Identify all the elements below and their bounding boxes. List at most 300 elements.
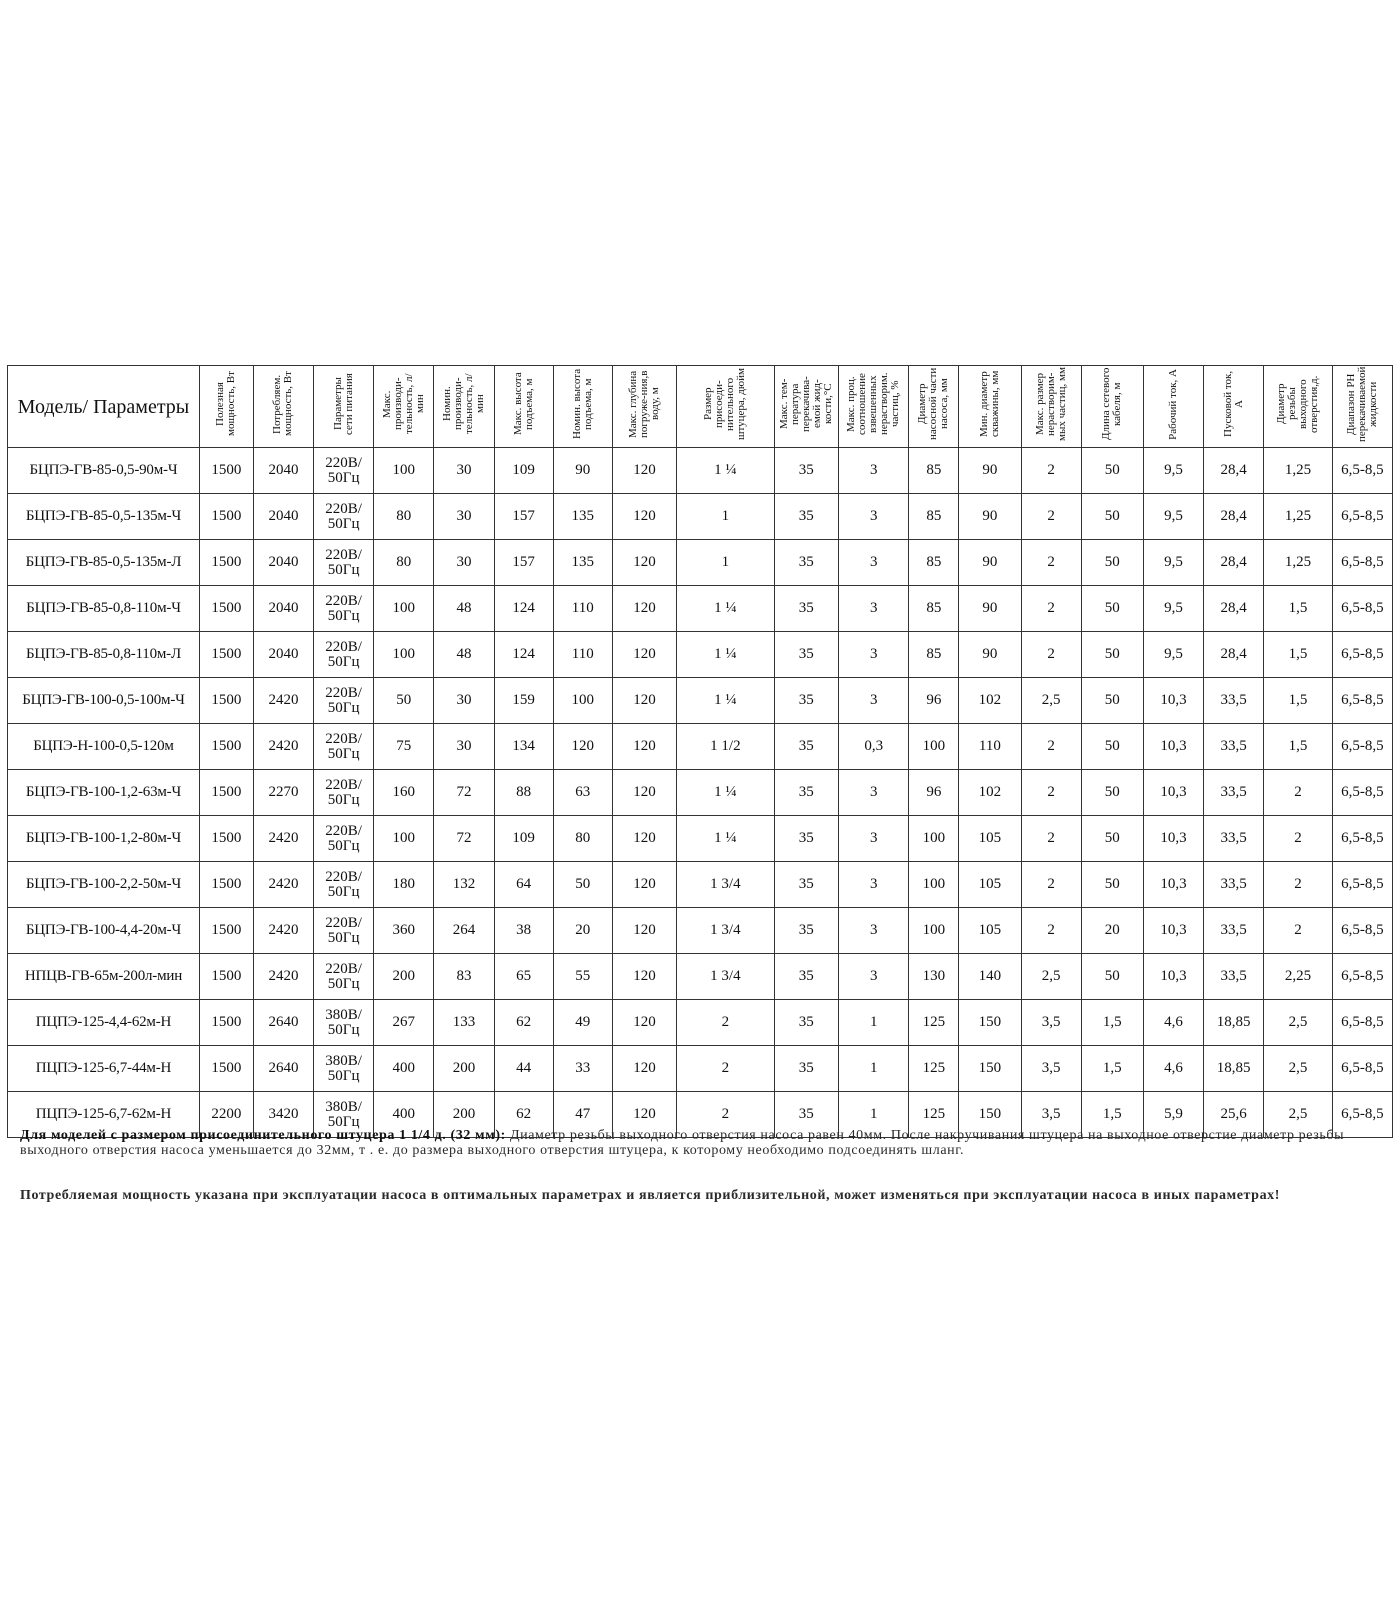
note-fitting-size-text: Диаметр резьбы выходного отверстия насоса равен 40мм. После накручивания штуцера на выходное отверстие диаметр резьбы выходного отверстия насоса уменьшается до 32мм, т . е. до размера выходного отверстия штуцера, к которому необходимо подсоединять шланг. — [20, 1128, 1345, 1158]
column-header-label: Параметры сети питания — [331, 373, 355, 435]
value-cell: 2 — [677, 1000, 775, 1046]
mains-voltage: 220В/ — [325, 822, 362, 839]
column-header-label: Диапазон PH перекачиваемой жидкости — [1344, 366, 1379, 442]
mains-frequency: 50Гц — [327, 883, 360, 900]
value-cell: 30 — [434, 494, 494, 540]
value-cell: 100 — [909, 816, 959, 862]
mains-voltage: 220В/ — [325, 960, 362, 977]
value-cell: 160 — [374, 770, 434, 816]
value-cell: 50 — [1081, 724, 1143, 770]
model-name-cell: ПЦПЭ-125-6,7-62м-Н — [8, 1092, 200, 1138]
consumed-power-cell: 2420 — [253, 724, 313, 770]
mains-frequency: 50Гц — [327, 561, 360, 578]
column-header-label: Диаметр резьбы выходного отверстия,д. — [1274, 375, 1320, 433]
value-cell: 3 — [838, 908, 909, 954]
value-cell: 1,5 — [1264, 678, 1332, 724]
value-cell: 80 — [374, 540, 434, 586]
value-cell: 1 ¼ — [677, 586, 775, 632]
useful-power-cell: 1500 — [199, 540, 253, 586]
value-cell: 96 — [909, 678, 959, 724]
mains-params-cell — [314, 632, 374, 678]
column-header-12 — [959, 366, 1021, 448]
mains-frequency: 50Гц — [327, 469, 360, 486]
mains-params-cell — [314, 540, 374, 586]
mains-voltage: 220В/ — [325, 546, 362, 563]
useful-power-cell: 1500 — [199, 1000, 253, 1046]
consumed-power-cell: 2040 — [253, 540, 313, 586]
value-cell: 49 — [553, 1000, 612, 1046]
value-cell: 35 — [774, 770, 838, 816]
value-cell: 264 — [434, 908, 494, 954]
value-cell: 55 — [553, 954, 612, 1000]
consumed-power-cell: 2420 — [253, 862, 313, 908]
value-cell: 2 — [1264, 908, 1332, 954]
value-cell: 2 — [1021, 494, 1081, 540]
value-cell: 120 — [612, 540, 676, 586]
column-header-17 — [1264, 366, 1332, 448]
value-cell: 33,5 — [1204, 908, 1264, 954]
value-cell: 9,5 — [1143, 632, 1203, 678]
value-cell: 105 — [959, 816, 1021, 862]
value-cell: 85 — [909, 632, 959, 678]
column-header-label: Диаметр насосной части насоса, мм — [916, 367, 951, 441]
value-cell: 9,5 — [1143, 540, 1203, 586]
useful-power-cell: 1500 — [199, 908, 253, 954]
value-cell: 10,3 — [1143, 954, 1203, 1000]
table-row — [8, 540, 1393, 586]
mains-voltage: 220В/ — [325, 454, 362, 471]
column-header-6 — [553, 366, 612, 448]
consumed-power-cell: 2040 — [253, 632, 313, 678]
value-cell: 80 — [553, 816, 612, 862]
value-cell: 125 — [909, 1046, 959, 1092]
mains-frequency: 50Гц — [327, 1113, 360, 1130]
value-cell: 3 — [838, 770, 909, 816]
value-cell: 30 — [434, 678, 494, 724]
mains-frequency: 50Гц — [327, 791, 360, 808]
column-header-label: Потребляем. мощность, Вт — [271, 371, 295, 437]
value-cell: 1 3/4 — [677, 954, 775, 1000]
value-cell: 50 — [1081, 954, 1143, 1000]
value-cell: 3 — [838, 448, 909, 494]
model-name-cell: БЦПЭ-ГВ-100-2,2-50м-Ч — [8, 862, 200, 908]
mains-voltage: 220В/ — [325, 500, 362, 517]
model-name-cell: БЦПЭ-ГВ-85-0,5-135м-Л — [8, 540, 200, 586]
column-header-label: Пусковой ток, А — [1221, 370, 1245, 438]
value-cell: 6,5-8,5 — [1332, 1000, 1392, 1046]
model-name-cell: БЦПЭ-ГВ-100-1,2-80м-Ч — [8, 816, 200, 862]
value-cell: 28,4 — [1204, 586, 1264, 632]
value-cell: 3 — [838, 540, 909, 586]
value-cell: 85 — [909, 540, 959, 586]
useful-power-cell: 1500 — [199, 862, 253, 908]
consumed-power-cell: 2040 — [253, 586, 313, 632]
column-header-16 — [1204, 366, 1264, 448]
value-cell: 3 — [838, 862, 909, 908]
mains-params-cell — [314, 770, 374, 816]
value-cell: 100 — [909, 724, 959, 770]
value-cell: 10,3 — [1143, 816, 1203, 862]
useful-power-cell: 1500 — [199, 448, 253, 494]
column-header-4 — [434, 366, 494, 448]
value-cell: 35 — [774, 586, 838, 632]
useful-power-cell: 1500 — [199, 494, 253, 540]
value-cell: 3 — [838, 586, 909, 632]
value-cell: 50 — [374, 678, 434, 724]
value-cell: 2 — [677, 1092, 775, 1138]
column-header-13 — [1021, 366, 1081, 448]
value-cell: 134 — [494, 724, 553, 770]
value-cell: 35 — [774, 816, 838, 862]
value-cell: 120 — [612, 1000, 676, 1046]
value-cell: 28,4 — [1204, 540, 1264, 586]
column-header-label: Длина сетевого кабеля, м — [1100, 367, 1124, 441]
value-cell: 360 — [374, 908, 434, 954]
value-cell: 20 — [1081, 908, 1143, 954]
useful-power-cell: 1500 — [199, 954, 253, 1000]
value-cell: 50 — [1081, 632, 1143, 678]
value-cell: 1 3/4 — [677, 908, 775, 954]
mains-voltage: 220В/ — [325, 638, 362, 655]
value-cell: 47 — [553, 1092, 612, 1138]
value-cell: 90 — [959, 448, 1021, 494]
value-cell: 33,5 — [1204, 678, 1264, 724]
consumed-power-cell: 2640 — [253, 1000, 313, 1046]
value-cell: 125 — [909, 1092, 959, 1138]
value-cell: 1 — [677, 540, 775, 586]
value-cell: 2 — [1021, 540, 1081, 586]
consumed-power-cell: 2640 — [253, 1046, 313, 1092]
value-cell: 2 — [1021, 632, 1081, 678]
value-cell: 30 — [434, 540, 494, 586]
model-name-cell: БЦПЭ-ГВ-85-0,8-110м-Ч — [8, 586, 200, 632]
model-name-cell: БЦПЭ-ГВ-85-0,5-135м-Ч — [8, 494, 200, 540]
mains-frequency: 50Гц — [327, 1021, 360, 1038]
value-cell: 3 — [838, 816, 909, 862]
mains-params-cell — [314, 678, 374, 724]
useful-power-cell: 1500 — [199, 1046, 253, 1092]
value-cell: 6,5-8,5 — [1332, 494, 1392, 540]
value-cell: 2 — [1021, 724, 1081, 770]
value-cell: 35 — [774, 632, 838, 678]
value-cell: 100 — [553, 678, 612, 724]
value-cell: 85 — [909, 586, 959, 632]
value-cell: 1 — [838, 1000, 909, 1046]
value-cell: 200 — [434, 1092, 494, 1138]
value-cell: 35 — [774, 1000, 838, 1046]
value-cell: 63 — [553, 770, 612, 816]
model-column-header: Модель/ Параметры — [8, 366, 200, 448]
value-cell: 102 — [959, 770, 1021, 816]
table-header-row — [8, 366, 1393, 448]
value-cell: 100 — [374, 586, 434, 632]
column-header-0 — [199, 366, 253, 448]
value-cell: 1 ¼ — [677, 678, 775, 724]
useful-power-cell: 1500 — [199, 816, 253, 862]
value-cell: 6,5-8,5 — [1332, 816, 1392, 862]
table-row — [8, 816, 1393, 862]
value-cell: 48 — [434, 632, 494, 678]
value-cell: 100 — [909, 862, 959, 908]
value-cell: 62 — [494, 1092, 553, 1138]
useful-power-cell: 1500 — [199, 678, 253, 724]
value-cell: 120 — [612, 862, 676, 908]
value-cell: 135 — [553, 540, 612, 586]
mains-frequency: 50Гц — [327, 653, 360, 670]
value-cell: 50 — [1081, 448, 1143, 494]
table-row — [8, 954, 1393, 1000]
value-cell: 120 — [612, 632, 676, 678]
pump-spec-table — [7, 365, 1393, 1138]
value-cell: 38 — [494, 908, 553, 954]
value-cell: 35 — [774, 1046, 838, 1092]
mains-voltage: 220В/ — [325, 592, 362, 609]
value-cell: 2 — [1264, 770, 1332, 816]
value-cell: 1 3/4 — [677, 862, 775, 908]
mains-voltage: 380В/ — [325, 1098, 362, 1115]
value-cell: 1,25 — [1264, 448, 1332, 494]
mains-params-cell — [314, 586, 374, 632]
value-cell: 1,5 — [1081, 1000, 1143, 1046]
value-cell: 35 — [774, 724, 838, 770]
value-cell: 6,5-8,5 — [1332, 908, 1392, 954]
value-cell: 110 — [959, 724, 1021, 770]
model-name-cell: ПЦПЭ-125-6,7-44м-Н — [8, 1046, 200, 1092]
value-cell: 6,5-8,5 — [1332, 862, 1392, 908]
value-cell: 105 — [959, 908, 1021, 954]
value-cell: 33,5 — [1204, 954, 1264, 1000]
value-cell: 1 ¼ — [677, 816, 775, 862]
value-cell: 35 — [774, 448, 838, 494]
value-cell: 124 — [494, 632, 553, 678]
note-fitting-size — [20, 1128, 1350, 1158]
mains-params-cell — [314, 724, 374, 770]
value-cell: 9,5 — [1143, 494, 1203, 540]
column-header-5 — [494, 366, 553, 448]
value-cell: 157 — [494, 540, 553, 586]
column-header-label: Макс. высота подъема, м — [511, 372, 535, 436]
column-header-label: Полезная мощность, Вт — [214, 371, 238, 437]
useful-power-cell: 1500 — [199, 770, 253, 816]
value-cell: 35 — [774, 494, 838, 540]
value-cell: 85 — [909, 494, 959, 540]
model-name-cell: БЦПЭ-Н-100-0,5-120м — [8, 724, 200, 770]
mains-frequency: 50Гц — [327, 975, 360, 992]
value-cell: 120 — [612, 494, 676, 540]
model-name-cell: ПЦПЭ-125-4,4-62м-Н — [8, 1000, 200, 1046]
mains-voltage: 380В/ — [325, 1052, 362, 1069]
note-fitting-size-heading: Для моделей с размером присоединительного штуцера 1 1/4 д. (32 мм): — [20, 1128, 506, 1143]
value-cell: 2,5 — [1021, 954, 1081, 1000]
value-cell: 28,4 — [1204, 632, 1264, 678]
table-row — [8, 724, 1393, 770]
column-header-9 — [774, 366, 838, 448]
value-cell: 96 — [909, 770, 959, 816]
value-cell: 1,5 — [1081, 1092, 1143, 1138]
model-name-cell: БЦПЭ-ГВ-100-0,5-100м-Ч — [8, 678, 200, 724]
value-cell: 35 — [774, 954, 838, 1000]
value-cell: 100 — [374, 816, 434, 862]
value-cell: 157 — [494, 494, 553, 540]
value-cell: 6,5-8,5 — [1332, 724, 1392, 770]
table-row — [8, 494, 1393, 540]
value-cell: 4,6 — [1143, 1046, 1203, 1092]
value-cell: 2 — [1021, 448, 1081, 494]
value-cell: 2,25 — [1264, 954, 1332, 1000]
value-cell: 9,5 — [1143, 448, 1203, 494]
value-cell: 2 — [1021, 770, 1081, 816]
value-cell: 30 — [434, 448, 494, 494]
column-header-label: Размер присоеди-нительного штуцера, дюйм — [702, 368, 748, 440]
value-cell: 400 — [374, 1046, 434, 1092]
consumed-power-cell: 3420 — [253, 1092, 313, 1138]
value-cell: 0,3 — [838, 724, 909, 770]
value-cell: 35 — [774, 908, 838, 954]
value-cell: 3,5 — [1021, 1000, 1081, 1046]
table-row — [8, 770, 1393, 816]
value-cell: 120 — [612, 448, 676, 494]
value-cell: 150 — [959, 1046, 1021, 1092]
consumed-power-cell: 2420 — [253, 816, 313, 862]
value-cell: 72 — [434, 816, 494, 862]
column-header-7 — [612, 366, 676, 448]
table-row — [8, 862, 1393, 908]
value-cell: 150 — [959, 1092, 1021, 1138]
column-header-label: Номин. производи-тельность, л/мин — [440, 373, 486, 435]
value-cell: 64 — [494, 862, 553, 908]
value-cell: 2 — [1264, 862, 1332, 908]
consumed-power-cell: 2420 — [253, 678, 313, 724]
value-cell: 120 — [612, 678, 676, 724]
value-cell: 50 — [1081, 816, 1143, 862]
value-cell: 33,5 — [1204, 770, 1264, 816]
value-cell: 6,5-8,5 — [1332, 586, 1392, 632]
value-cell: 28,4 — [1204, 448, 1264, 494]
consumed-power-cell: 2040 — [253, 448, 313, 494]
column-header-label: Макс. тем-пература перекачива-емой жид-кости,°С — [777, 376, 834, 432]
value-cell: 132 — [434, 862, 494, 908]
model-name-cell: БЦПЭ-ГВ-100-4,4-20м-Ч — [8, 908, 200, 954]
useful-power-cell: 1500 — [199, 586, 253, 632]
value-cell: 100 — [374, 448, 434, 494]
value-cell: 20 — [553, 908, 612, 954]
value-cell: 50 — [1081, 770, 1143, 816]
value-cell: 4,6 — [1143, 1000, 1203, 1046]
value-cell: 120 — [612, 724, 676, 770]
value-cell: 2,5 — [1264, 1092, 1332, 1138]
value-cell: 2 — [1021, 908, 1081, 954]
value-cell: 180 — [374, 862, 434, 908]
value-cell: 1,5 — [1264, 586, 1332, 632]
mains-frequency: 50Гц — [327, 837, 360, 854]
value-cell: 90 — [959, 586, 1021, 632]
value-cell: 120 — [612, 954, 676, 1000]
value-cell: 6,5-8,5 — [1332, 1092, 1392, 1138]
value-cell: 50 — [1081, 862, 1143, 908]
column-header-11 — [909, 366, 959, 448]
value-cell: 44 — [494, 1046, 553, 1092]
value-cell: 33 — [553, 1046, 612, 1092]
value-cell: 1,25 — [1264, 494, 1332, 540]
mains-params-cell — [314, 908, 374, 954]
value-cell: 18,85 — [1204, 1046, 1264, 1092]
value-cell: 18,85 — [1204, 1000, 1264, 1046]
useful-power-cell: 1500 — [199, 632, 253, 678]
value-cell: 6,5-8,5 — [1332, 678, 1392, 724]
value-cell: 10,3 — [1143, 770, 1203, 816]
value-cell: 5,9 — [1143, 1092, 1203, 1138]
value-cell: 9,5 — [1143, 586, 1203, 632]
value-cell: 200 — [434, 1046, 494, 1092]
value-cell: 2,5 — [1264, 1046, 1332, 1092]
value-cell: 140 — [959, 954, 1021, 1000]
mains-params-cell — [314, 448, 374, 494]
value-cell: 3,5 — [1021, 1092, 1081, 1138]
value-cell: 1 — [838, 1046, 909, 1092]
value-cell: 90 — [959, 540, 1021, 586]
column-header-18 — [1332, 366, 1392, 448]
value-cell: 1 ¼ — [677, 448, 775, 494]
mains-frequency: 50Гц — [327, 515, 360, 532]
value-cell: 83 — [434, 954, 494, 1000]
table-row — [8, 632, 1393, 678]
value-cell: 6,5-8,5 — [1332, 632, 1392, 678]
value-cell: 124 — [494, 586, 553, 632]
column-header-label: Макс. производи-тельность, л/мин — [380, 373, 426, 435]
value-cell: 133 — [434, 1000, 494, 1046]
value-cell: 1,5 — [1081, 1046, 1143, 1092]
value-cell: 2 — [1264, 816, 1332, 862]
table-row — [8, 448, 1393, 494]
consumed-power-cell: 2040 — [253, 494, 313, 540]
value-cell: 6,5-8,5 — [1332, 954, 1392, 1000]
value-cell: 2,5 — [1021, 678, 1081, 724]
value-cell: 50 — [1081, 586, 1143, 632]
value-cell: 3 — [838, 494, 909, 540]
value-cell: 90 — [959, 494, 1021, 540]
value-cell: 33,5 — [1204, 816, 1264, 862]
model-name-cell: БЦПЭ-ГВ-85-0,5-90м-Ч — [8, 448, 200, 494]
value-cell: 400 — [374, 1092, 434, 1138]
mains-frequency: 50Гц — [327, 699, 360, 716]
mains-frequency: 50Гц — [327, 745, 360, 762]
value-cell: 6,5-8,5 — [1332, 448, 1392, 494]
column-header-14 — [1081, 366, 1143, 448]
table-row — [8, 678, 1393, 724]
note-power-consumption: Потребляемая мощность указана при эксплуатации насоса в оптимальных параметрах и является приблизительной, может изменяться при эксплуатации насоса в иных параметрах! — [20, 1188, 1281, 1203]
value-cell: 10,3 — [1143, 862, 1203, 908]
column-header-label: Номин. высота подъема, м — [570, 368, 594, 440]
column-header-8 — [677, 366, 775, 448]
value-cell: 50 — [1081, 494, 1143, 540]
value-cell: 1,5 — [1264, 724, 1332, 770]
consumed-power-cell: 2420 — [253, 954, 313, 1000]
value-cell: 6,5-8,5 — [1332, 1046, 1392, 1092]
value-cell: 100 — [374, 632, 434, 678]
value-cell: 120 — [553, 724, 612, 770]
mains-voltage: 220В/ — [325, 868, 362, 885]
value-cell: 48 — [434, 586, 494, 632]
model-name-cell: БЦПЭ-ГВ-85-0,8-110м-Л — [8, 632, 200, 678]
value-cell: 2,5 — [1264, 1000, 1332, 1046]
column-header-label: Мин. диаметр скважины, мм — [977, 370, 1001, 438]
value-cell: 120 — [612, 816, 676, 862]
value-cell: 1,5 — [1264, 632, 1332, 678]
value-cell: 88 — [494, 770, 553, 816]
value-cell: 2 — [677, 1046, 775, 1092]
value-cell: 267 — [374, 1000, 434, 1046]
value-cell: 200 — [374, 954, 434, 1000]
